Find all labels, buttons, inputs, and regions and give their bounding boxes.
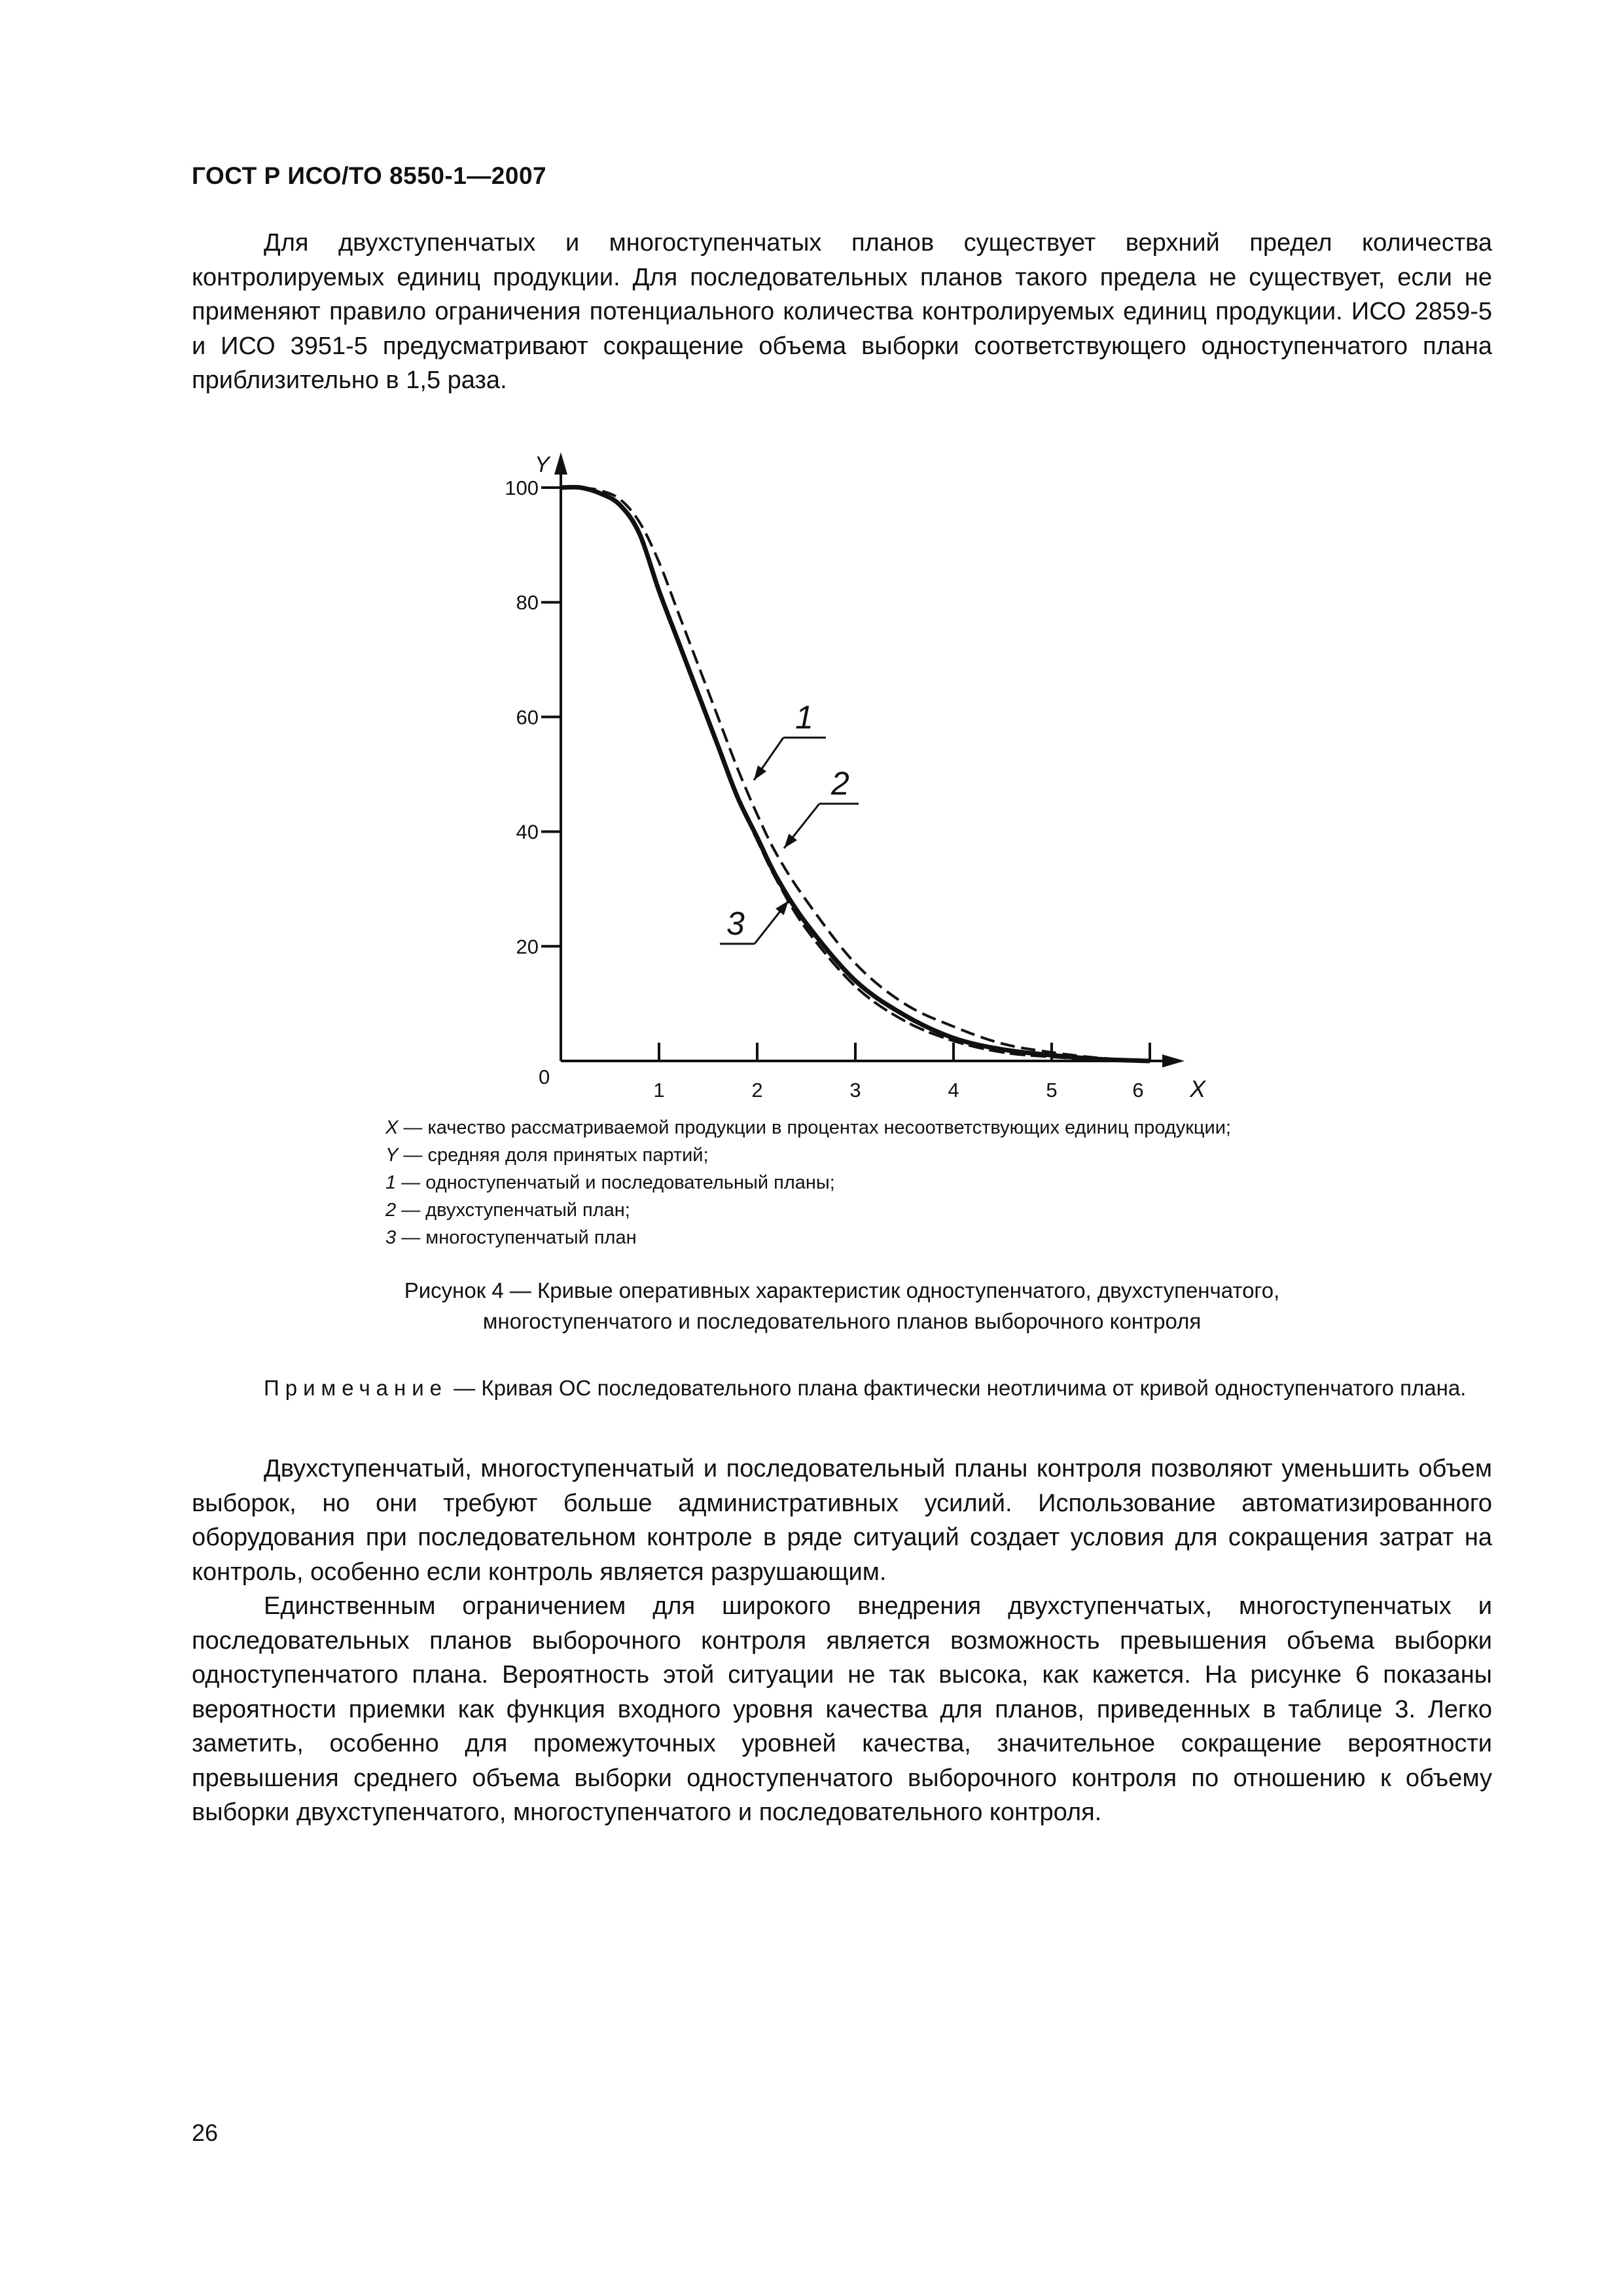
chart-axes (554, 452, 1185, 1067)
annotation-arrowhead (784, 834, 797, 848)
document-header: ГОСТ Р ИСО/ТО 8550-1—2007 (192, 162, 547, 189)
y-tick-label: 40 (516, 820, 539, 844)
origin-label: 0 (539, 1066, 550, 1088)
annotation-2 (784, 765, 859, 848)
curve-1 (561, 487, 1150, 1061)
x-tick-label: 6 (1132, 1079, 1144, 1102)
x-tick-label: 3 (849, 1079, 861, 1102)
chart-curves (561, 487, 1150, 1061)
curve-2 (561, 488, 1150, 1061)
chart-labels (535, 452, 1207, 1102)
x-tick-label: 5 (1046, 1079, 1058, 1102)
annotation-leader (784, 804, 819, 848)
annotation-label-1: 1 (795, 699, 813, 736)
annotation-label-2: 2 (831, 765, 849, 802)
caption-line-1: Рисунок 4 — Кривые оперативных характеристик одноступенчатого, двухступенчатого, (404, 1278, 1280, 1302)
x-tick-label: 2 (751, 1079, 763, 1102)
annotation-3 (720, 901, 789, 944)
annotation-1 (754, 699, 826, 780)
legend-3: 3 — многоступенчатый план (385, 1227, 637, 1248)
note-text: — Кривая ОС последовательного плана фактически неотличима от кривой одноступенчатого плана. (448, 1376, 1467, 1400)
y-tick-label: 60 (516, 706, 539, 729)
y-tick-label: 20 (516, 935, 539, 958)
figure-legend (385, 1114, 1231, 1251)
legend-y: Y — средняя доля принятых партий; (385, 1145, 709, 1166)
paragraph-3: Единственным ограничением для широкого внедрения двухступенчатых, многоступенчатых и последовательных планов выборочного контроля является возможность превышения объема выборки одноступенчатого плана. Вероятность этой ситуации не так высока, как кажется. На рисунке 6 показаны вероятности приемки как функция входного уровня качества для планов, приведенных в таблице 3. Легко заметить, особенно для промежуточных уровней качества, значительное сокращение вероятности превышения среднего объема выборки одноступенчатого выборочного контроля по отношению к объему выборки двухступенчатого, многоступенчатого и последовательного контроля. (192, 1592, 1492, 1826)
x-tick-label: 4 (948, 1079, 959, 1102)
caption-line-2: многоступенчатого и последовательного планов выборочного контроля (482, 1309, 1202, 1333)
y-tick-label: 80 (516, 591, 539, 615)
note-paragraph (192, 1372, 1492, 1403)
annotation-arrowhead (754, 765, 766, 780)
legend-2: 2 — двухступенчатый план; (385, 1200, 630, 1221)
figure-caption (192, 1275, 1492, 1336)
chart-ticks (505, 476, 1150, 1102)
paragraph-1: Для двухступенчатых и многоступенчатых планов существует верхний предел количества контролируемых единиц продукции. Для последовательных планов такого предела не существует, если не применяют правило ограничения потенциального количества контролируемых единиц продукции. ИСО 2859-5 и ИСО 3951-5 предусматривают сокращение объема выборки соответствующего одноступенчатого плана приблизительно в 1,5 раза. (192, 229, 1492, 394)
x-tick-label: 1 (653, 1079, 665, 1102)
legend-1: 1 — одноступенчатый и последовательный планы; (385, 1172, 835, 1193)
y-axis-label: Y (535, 452, 550, 477)
y-axis-arrow (554, 452, 567, 475)
page-number: 26 (192, 2119, 219, 2146)
annotation-arrowhead (776, 901, 789, 915)
annotation-leader (754, 738, 783, 780)
x-axis-label: X (1190, 1075, 1206, 1102)
legend-x: X — качество рассматриваемой продукции в процентах несоответствующих единиц продукции; (385, 1117, 1231, 1138)
annotation-leader (755, 901, 789, 944)
y-tick-label: 100 (505, 476, 539, 499)
note-label: Примечание (264, 1376, 448, 1400)
paragraph-2: Двухступенчатый, многоступенчатый и последовательный планы контроля позволяют уменьшить объем выборок, но они требуют больше административных усилий. Использование автоматизированного оборудования при последовательном контроле в ряде ситуаций создает условия для сокращения затрат на контроль, особенно если контроль является разрушающим. (192, 1455, 1492, 1586)
x-axis-arrow (1162, 1054, 1185, 1067)
annotation-label-3: 3 (726, 905, 745, 942)
curve-3 (561, 487, 1150, 1061)
